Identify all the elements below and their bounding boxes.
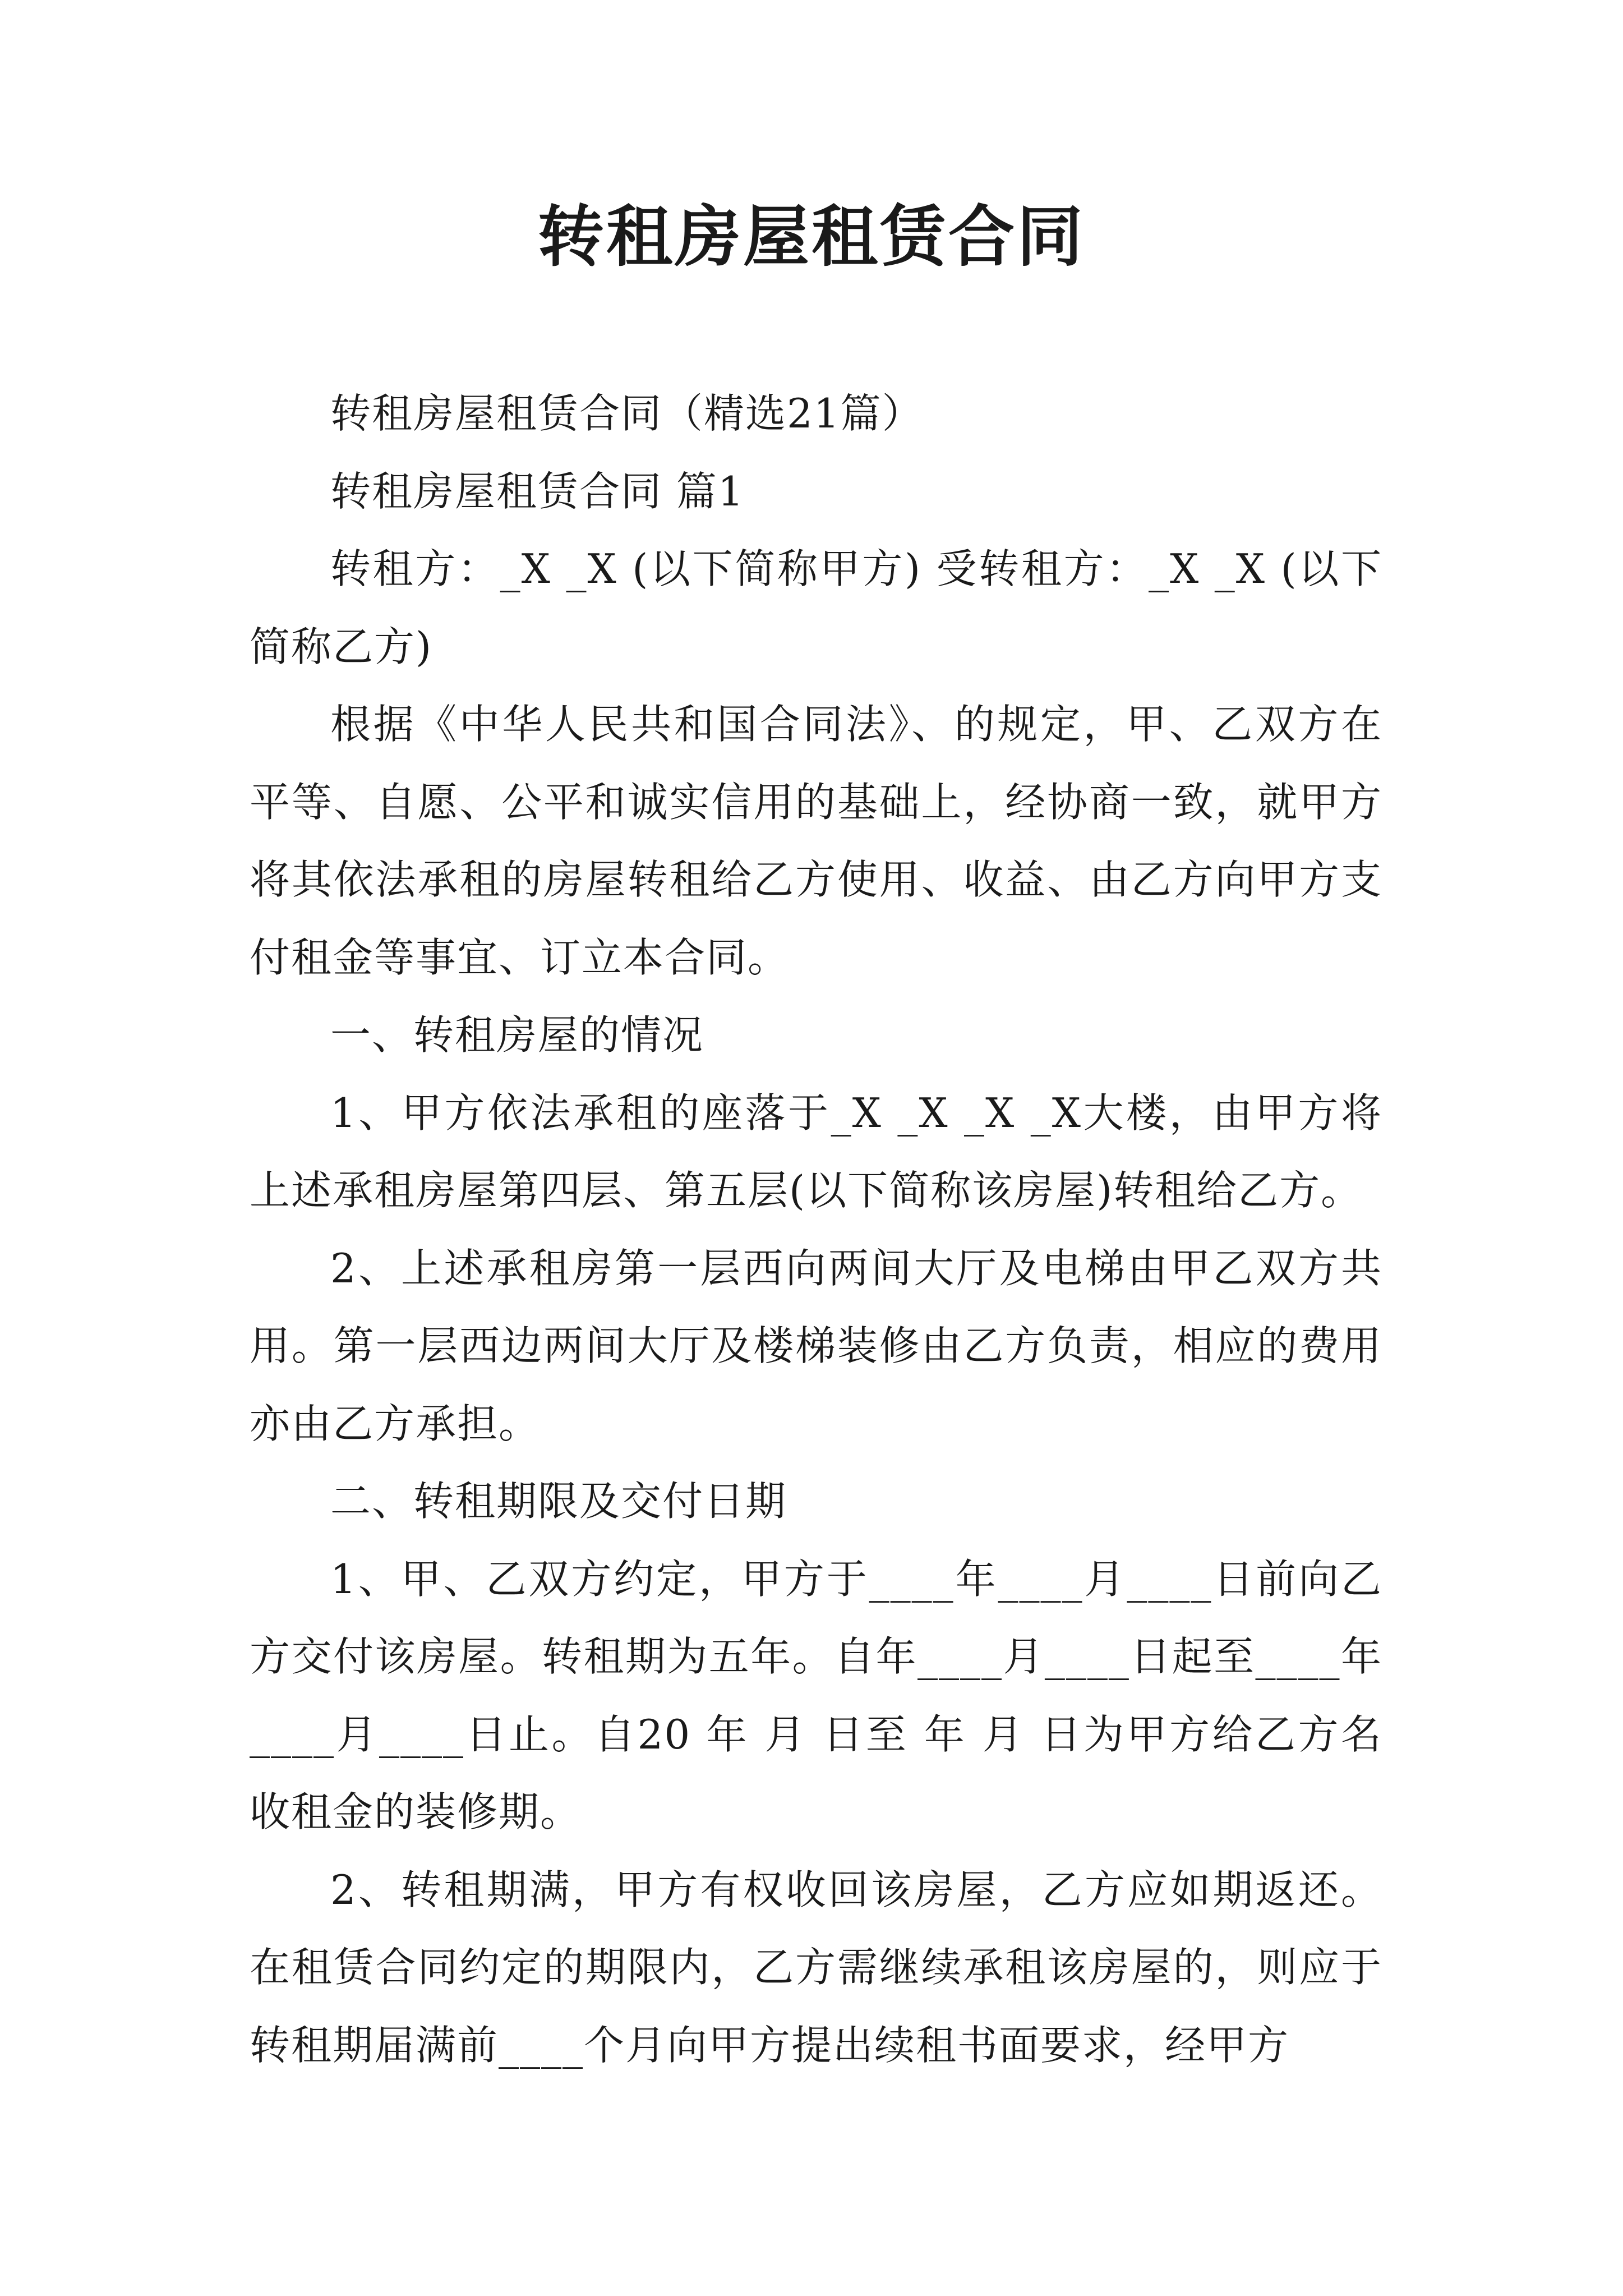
paragraph-clause-1-2: 2、上述承租房第一层西向两间大厅及电梯由甲乙双方共用。第一层西边两间大厅及楼梯装修由乙方负责，相应的费用亦由乙方承担。 — [250, 1244, 1382, 1447]
paragraph-clause-2-1: 1、甲、乙双方约定，甲方于____年____月____日前向乙方交付该房屋。转租期为五年。自年____月____日起至____年____月____日止。自20 年 月 日至 年 月 日为甲方给乙方名收租金的装修期。 — [250, 1555, 1382, 1835]
paragraph-subtitle: 转租房屋租赁合同（精选21篇） — [330, 390, 924, 437]
paragraph-preamble: 根据《中华人民共和国合同法》、的规定，甲、乙双方在平等、自愿、公平和诚实信用的基础上，经协商一致，就甲方将其依法承租的房屋转租给乙方使用、收益、由乙方向甲方支付租金等事宜、订立本合同。 — [250, 701, 1382, 981]
document-body — [250, 375, 1382, 2084]
paragraph-clause-1-1: 1、甲方依法承租的座落于_X _X _X _X大楼，由甲方将上述承租房屋第四层、第五层(以下简称该房屋)转租给乙方。 — [250, 1089, 1382, 1214]
paragraph-parties: 转租方：_X _X (以下简称甲方) 受转租方：_X _X (以下简称乙方) — [250, 545, 1382, 670]
paragraph-section-heading: 转租房屋租赁合同 篇1 — [330, 467, 745, 515]
document-title: 转租房屋租赁合同 — [537, 197, 1085, 275]
paragraph-heading-2: 二、转租期限及交付日期 — [330, 1478, 787, 1525]
paragraph-clause-2-2: 2、转租期满，甲方有权收回该房屋，乙方应如期返还。在租赁合同约定的期限内，乙方需继续承租该房屋的，则应于转租期届满前____个月向甲方提出续租书面要求，经甲方 — [250, 1866, 1382, 2069]
paragraph-heading-1: 一、转租房屋的情况 — [330, 1011, 704, 1059]
